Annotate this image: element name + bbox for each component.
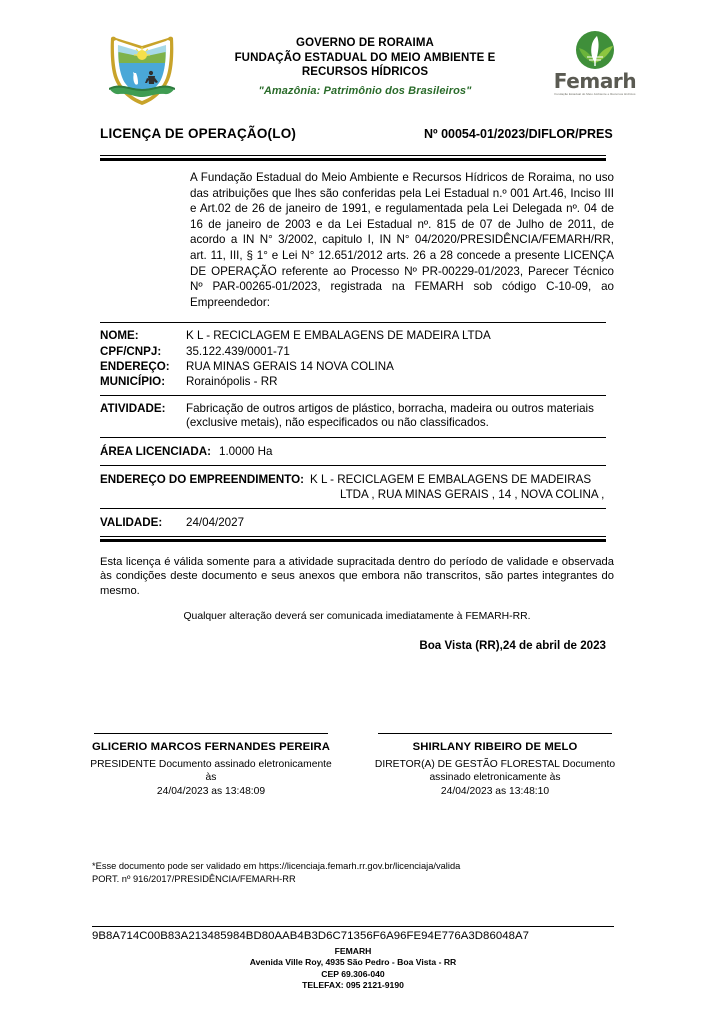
field-nome	[100, 328, 606, 343]
field-validade	[100, 509, 606, 536]
footer-org: FEMARH	[334, 946, 372, 956]
footer-telefax: TELEFAX: 095 2121-9190	[302, 980, 404, 991]
footer-contact	[0, 946, 706, 992]
field-area-licenciada	[100, 438, 606, 465]
header-org-names	[190, 36, 540, 80]
place-and-date: Boa Vista (RR),24 de abril de 2023	[419, 638, 606, 652]
field-endereco-empreendimento	[100, 466, 606, 508]
page-title: LICENÇA DE OPERAÇÃO(LO)	[100, 126, 297, 141]
identification-block	[100, 323, 606, 394]
signature-role	[86, 758, 336, 798]
field-endereco	[100, 359, 606, 374]
document-footer	[0, 926, 706, 992]
field-nome-value: K L - RECICLAGEM E EMBALAGENS DE MADEIRA LTDA	[186, 329, 491, 343]
field-municipio	[100, 374, 606, 389]
divider-bottom	[100, 536, 606, 542]
field-area-value: 1.0000 Ha	[219, 444, 273, 458]
field-validade-label: VALIDADE:	[100, 515, 163, 529]
signature-line	[378, 733, 612, 734]
field-endemp-value-line1: K L - RECICLAGEM E EMBALAGENS DE MADEIRAS	[309, 472, 592, 486]
signature-name: SHIRLANY RIBEIRO DE MELO	[412, 741, 578, 753]
divider-top	[100, 155, 606, 161]
field-validade-value: 24/04/2027	[186, 515, 245, 529]
signature-block-president	[86, 733, 336, 798]
field-endemp-label: ENDEREÇO DO EMPREENDIMENTO:	[100, 472, 304, 486]
femarh-leaf-icon	[575, 30, 615, 70]
femarh-wordmark: Femarh	[553, 69, 637, 93]
closing-notice: Qualquer alteração deverá ser comunicada imediatamente à FEMARH-RR.	[183, 610, 531, 622]
field-nome-label: NOME:	[100, 329, 139, 343]
document-number: Nº 00054-01/2023/DIFLOR/PRES	[424, 127, 613, 141]
intro-paragraph: A Fundação Estadual do Meio Ambiente e Recursos Hídricos de Roraima, no uso das atribuições que lhes são conferidas pela Lei Estadual n.º 001 Art.46, Inciso III e Art.02 de 26 de janeiro de 1991, e regulamentada pela Lei Delegada nº. 04 de 16 de janeiro de 2003 e da Lei Estadual nº. 815 de 07 de Julho de 2011, de acordo a IN N° 3/2002, capitulo I, IN N° 04/2020/PRESIDÊNCIA/FEMARH/RR, art. 11, III, § 1° e Lei N° 12.651/2012 arts. 26 a 28 concede a presente LICENÇA DE OPERAÇÃO referente ao Processo Nº PR-00229-01/2023, Parecer Técnico Nº PAR-00265-01/2023, registrada na FEMARH sob código C-10-09, ao Empreendedor:	[190, 171, 614, 309]
document-page	[0, 30, 706, 1030]
field-atividade-label: ATIVIDADE:	[100, 401, 166, 415]
femarh-logo	[552, 30, 638, 106]
femarh-subtitle: Fundação Estadual do Meio Ambiente e Recursos Hídricos	[554, 92, 636, 96]
field-cnpj-label: CPF/CNPJ:	[100, 344, 162, 358]
signature-timestamp: 24/04/2023 as 13:48:10	[440, 785, 550, 797]
field-endemp-value	[310, 472, 606, 502]
field-endereco-label: ENDEREÇO:	[100, 359, 170, 373]
divider-footer	[92, 926, 614, 927]
signature-role-text: DIRETOR(A) DE GESTÃO FLORESTAL Documento assinado eletronicamente às	[374, 759, 616, 784]
signatures-section	[0, 733, 706, 798]
field-atividade	[100, 396, 606, 437]
signature-line	[94, 733, 328, 734]
footer-address: Avenida Ville Roy, 4935 São Pedro - Boa Vista - RR	[249, 957, 457, 968]
coat-of-arms-icon	[103, 32, 181, 110]
header-line-1: GOVERNO DE RORAIMA	[296, 37, 434, 49]
header-line-3: RECURSOS HÍDRICOS	[301, 66, 429, 78]
header-line-2: FUNDAÇÃO ESTADUAL DO MEIO AMBIENTE E	[234, 51, 496, 64]
validation-note-line1: *Esse documento pode ser validado em https://licenciaja.femarh.rr.gov.br/licenciaja/valida	[92, 861, 461, 871]
field-endereco-value: RUA MINAS GERAIS 14 NOVA COLINA	[186, 359, 394, 373]
validation-note-line2: PORT. nº 916/2017/PRESIDÊNCIA/FEMARH-RR	[92, 874, 296, 884]
closing-paragraph: Esta licença é válida somente para a atividade supracitada dentro do período de validade e observada às condições deste documento e seus anexos que embora não transcritos, são partes integrantes do mesmo.	[100, 555, 614, 597]
field-area-label: ÁREA LICENCIADA:	[100, 444, 211, 458]
field-municipio-label: MUNICÍPIO:	[100, 375, 166, 389]
header-tagline: "Amazônia: Patrimônio dos Brasileiros"	[258, 85, 472, 97]
fields-section	[100, 322, 606, 535]
footer-cep: CEP 69.306-040	[321, 968, 385, 979]
document-header	[0, 30, 706, 110]
signature-block-director	[370, 733, 620, 798]
field-atividade-value: Fabricação de outros artigos de plástico, borracha, madeira ou outros materiais (exclusive metais), não especificados ou não classificados.	[186, 401, 594, 430]
document-hash: 9B8A714C00B83A213485984BD80AAB4B3D6C71356F6A96FE94E776A3D86048A7	[92, 930, 530, 942]
validation-note	[92, 860, 460, 886]
field-cnpj-value: 35.122.439/0001-71	[186, 344, 290, 358]
field-cnpj	[100, 344, 606, 359]
signature-name: GLICERIO MARCOS FERNANDES PEREIRA	[91, 741, 331, 753]
signature-timestamp: 24/04/2023 as 13:48:09	[156, 785, 266, 797]
signature-role	[370, 758, 620, 798]
field-endemp-value-line2: LTDA , RUA MINAS GERAIS , 14 , NOVA COLINA ,	[339, 487, 605, 501]
document-title-row	[0, 126, 706, 146]
field-municipio-value: Rorainópolis - RR	[186, 375, 278, 389]
signature-role-text: PRESIDENTE Documento assinado eletronicamente às	[90, 759, 332, 784]
